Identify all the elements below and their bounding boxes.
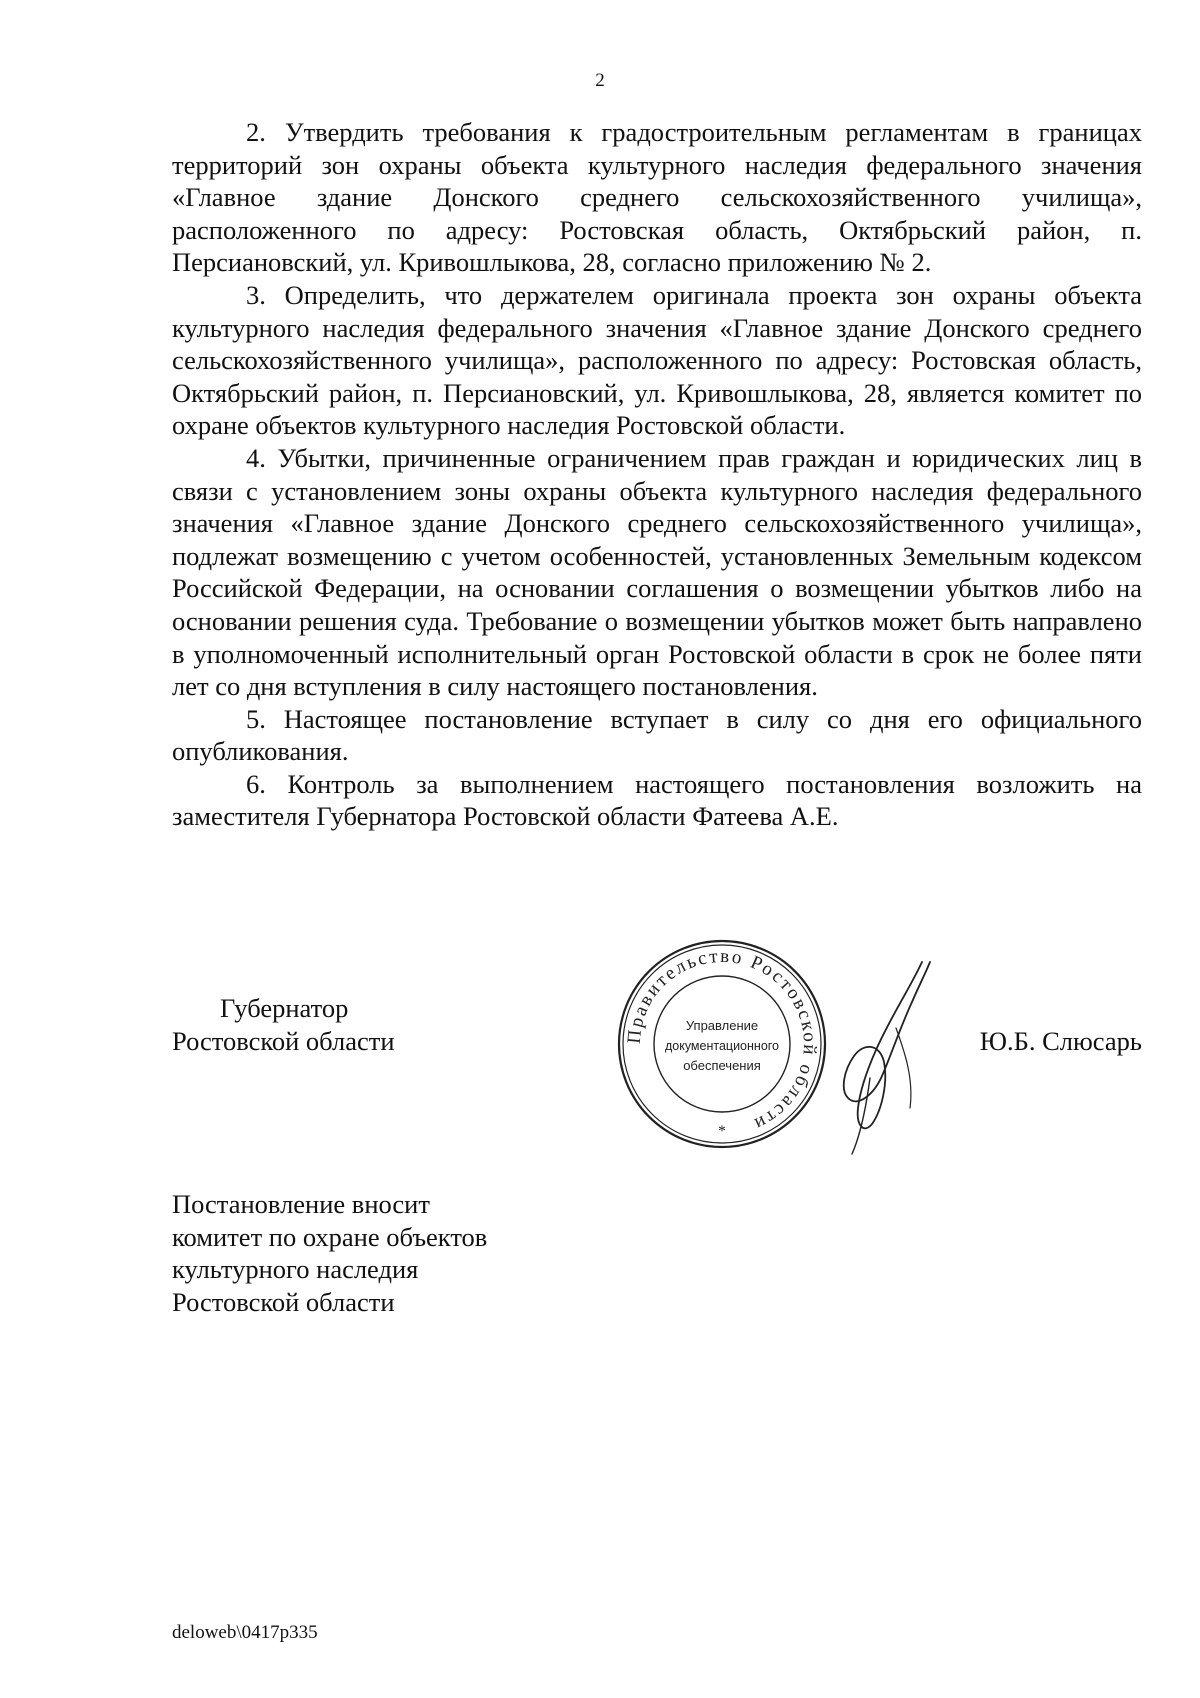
document-code: deloweb\0417p335 — [172, 1622, 318, 1643]
paragraph-3: 3. Определить, что держателем оригинала проекта зон охраны объекта культурного наследия федерального значения «Главное здание Донского среднего сельскохозяйственного училища», расположенного по адресу: Ростовская область, Октябрьский район, п. Персиановский, ул. Кривошлыкова, 28, является комитет по охране объектов культурного наследия Ростовской области. — [172, 279, 1142, 441]
seal-ring-text: Правительство Ростовской области — [623, 945, 821, 1136]
submitter-line3: культурного наследия — [172, 1254, 419, 1285]
seal-center-line2: документационного — [664, 1039, 780, 1053]
signatory-name: Ю.Б. Слюсарь — [979, 1025, 1142, 1056]
paragraph-4: 4. Убытки, причиненные ограничением прав граждан и юридических лиц в связи с установлением зоны охраны объекта культурного наследия федерального значения «Главное здание Донского среднего сельскохозяйственного училища», подлежат возмещению с учетом особенностей, установленных Земельным кодексом Российской Федерации, на основании соглашения о возмещении убытков либо на основании решения суда. Требование о возмещении убытков может быть направлено в уполномоченный исполнительный орган Ростовской области в срок не более пяти лет со дня вступления в силу настоящего постановления. — [172, 442, 1142, 702]
seal-center-line1: Управление — [685, 1018, 759, 1033]
signatory-title-line2: Ростовской области — [172, 1025, 395, 1056]
signatory-title — [172, 992, 395, 1057]
paragraph-5: 5. Настоящее постановление вступает в силу со дня его официального опубликования. — [172, 703, 1142, 767]
submitter-line1: Постановление вносит — [172, 1189, 430, 1219]
official-seal — [612, 934, 832, 1154]
submitter-note — [172, 1188, 487, 1318]
paragraph-2: 2. Утвердить требования к градостроительным регламентам в границах территорий зон охраны объекта культурного наследия федерального значения «Главное здание Донского среднего сельскохозяйственного училища», расположенного по адресу: Ростовская область, Октябрьский район, п. Персиановский, ул. Кривошлыкова, 28, согласно приложению № 2. — [172, 117, 1142, 278]
submitter-line2: комитет по охране объектов — [172, 1221, 488, 1252]
handwritten-signature — [830, 958, 950, 1158]
document-body — [172, 116, 1142, 833]
page-number: 2 — [595, 70, 605, 91]
seal-star: * — [718, 1123, 726, 1140]
seal-center-line3: обеспечения — [683, 1058, 761, 1073]
submitter-line4: Ростовской области — [172, 1286, 395, 1317]
signatory-title-line1: Губернатор — [220, 993, 349, 1023]
paragraph-6: 6. Контроль за выполнением настоящего постановления возложить на заместителя Губернатора Ростовской области Фатеева А.Е. — [172, 768, 1142, 832]
